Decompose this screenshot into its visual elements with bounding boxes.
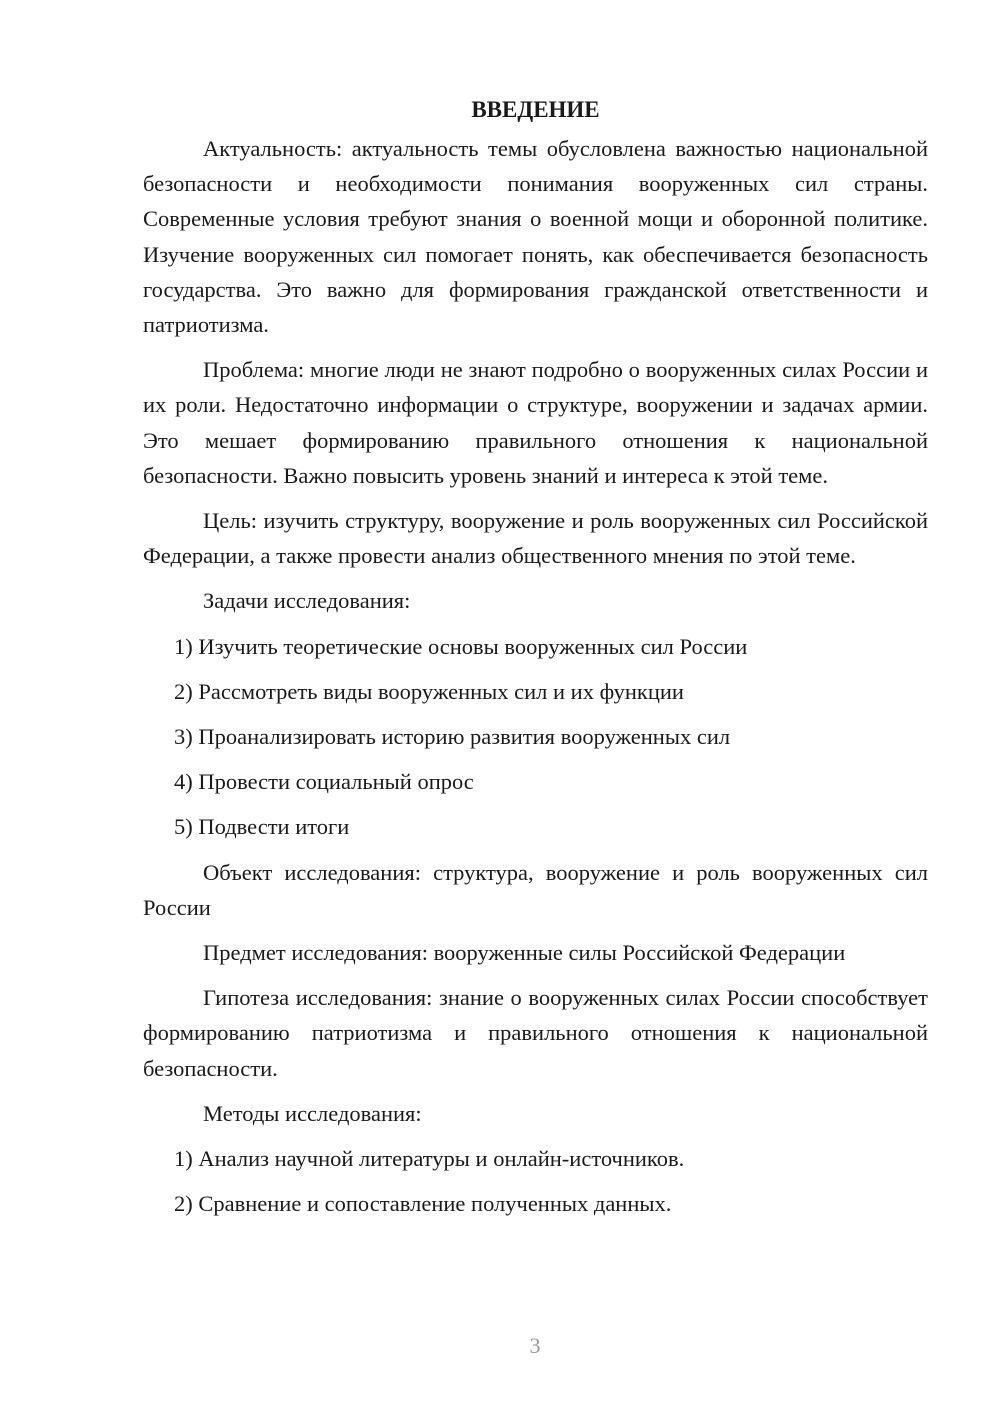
object-paragraph: Объект исследования: структура, вооружение и роль вооруженных сил России — [143, 859, 928, 920]
relevance-paragraph: Актуальность: актуальность темы обусловлена важностью национальной безопасности и необходимости понимания вооруженных сил страны. Современные условия требуют знания о военной мощи и оборонной политике. Изучение вооруженных сил помогает понять, как обеспечивается безопасность государства. Это важно для формирования гражданской ответственности и патриотизма. — [143, 136, 928, 338]
tasks-list — [143, 629, 928, 845]
section-heading: ВВЕДЕНИЕ — [471, 97, 600, 122]
subject-paragraph: Предмет исследования: вооруженные силы Российской Федерации — [203, 940, 846, 966]
document-page — [143, 92, 928, 1231]
task-item: 5) Подвести итоги — [174, 814, 350, 840]
task-item: 2) Рассмотреть виды вооруженных сил и их функции — [174, 678, 684, 704]
task-item: 1) Изучить теоретические основы вооруженных сил России — [174, 633, 748, 659]
problem-paragraph: Проблема: многие люди не знают подробно о вооруженных силах России и их роли. Недостаточно информации о структуре, вооружении и задачах армии. Это мешает формированию правильного отношения к национальной безопасности. Важно повысить уровень знаний и интереса к этой теме. — [143, 357, 928, 488]
method-item: 1) Анализ научной литературы и онлайн-источников. — [174, 1146, 685, 1172]
goal-paragraph: Цель: изучить структуру, вооружение и роль вооруженных сил Российской Федерации, а также провести анализ общественного мнения по этой теме. — [143, 508, 928, 569]
method-item: 2) Сравнение и сопоставление полученных данных. — [174, 1191, 672, 1217]
tasks-title: Задачи исследования: — [203, 588, 411, 614]
page-number: 3 — [529, 1333, 541, 1358]
methods-title: Методы исследования: — [203, 1100, 422, 1126]
methods-list — [143, 1141, 928, 1221]
task-item: 4) Провести социальный опрос — [174, 769, 474, 795]
hypothesis-paragraph: Гипотеза исследования: знание о вооруженных силах России способствует формированию патриотизма и правильного отношения к национальной безопасности. — [143, 985, 928, 1081]
task-item: 3) Проанализировать историю развития вооруженных сил — [174, 724, 731, 750]
